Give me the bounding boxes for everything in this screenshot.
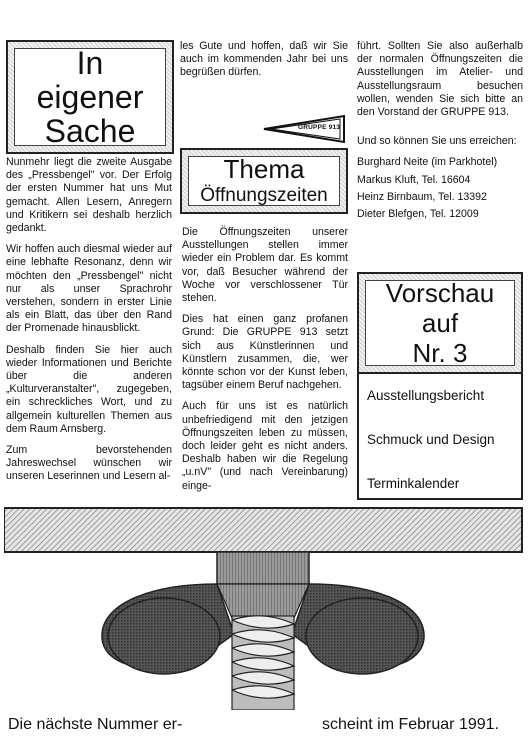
paragraph: Wir hoffen auch diesmal wieder auf eine lebhafte Resonanz, denn wir möchten den „Pressbengel" nicht nur als unser Sprachrohr verstehen, sondern in erster Linie als ein Blatt, das über den Rand der Promenade hinausblickt. (6, 243, 172, 335)
contact-list (357, 156, 523, 221)
vorschau-header (357, 272, 523, 374)
paragraph: Nunmehr liegt die zweite Ausgabe des „Pressbengel" vor. Der Erfolg der ersten Nummer hat uns Mut gemacht. Allen Lesern, Anregern und Kritikern sei deshalb herzlich gedankt. (6, 156, 172, 235)
thema-title: Thema (223, 154, 305, 184)
vorschau-item: Ausstellungsbericht (367, 388, 485, 403)
column-1-text (6, 156, 172, 492)
contact-item: Heinz Birnbaum, Tel. 13392 (357, 190, 487, 203)
column-2-text (182, 226, 348, 501)
paragraph: Zum bevorstehenden Jahreswechsel wünschen wir unseren Leserinnen und Lesern al- (6, 444, 172, 483)
paragraph: Dies hat einen ganz profanen Grund: Die GRUPPE 913 setzt sich aus Künstlerinnen und Künstlern zusammen, die, wer könnte schon vor der Kunst leben, tagsüber einem Beruf nachgehen. (182, 313, 348, 392)
contact-item: Dieter Blefgen, Tel. 12009 (357, 208, 479, 221)
thema-subtitle: Öffnungszeiten (200, 185, 328, 206)
headline-box-in-eigener-sache (6, 40, 174, 154)
contacts-intro: Und so können Sie uns erreichen: (357, 135, 517, 148)
vorschau-line-2: auf (421, 308, 459, 338)
contact-item: Burghard Neite (im Parkhotel) (357, 156, 498, 169)
column-2-top-text (180, 40, 348, 88)
vorschau-item: Terminkalender (367, 476, 460, 491)
vorschau-box (357, 272, 523, 500)
contact-item: Markus Kluft, Tel. 16604 (357, 173, 471, 186)
vorschau-line-1: Vorschau (385, 278, 495, 308)
logo-text: GRUPPE 913 (298, 124, 341, 131)
headline-line-2: eigener (36, 79, 144, 115)
paragraph: les Gute und hoffen, daß wir Sie auch im kommenden Jahr bei uns begrüßen dürfen. (180, 40, 348, 79)
paragraph: Die Öffnungszeiten unserer Ausstellungen stellen immer wieder ein Problem dar. Es kommt vor, daß Besucher während der Woche vor verschlossener Tür stehen. (182, 226, 348, 305)
headline-box-thema (180, 148, 348, 214)
press-screw-illustration (4, 506, 524, 710)
paragraph: Deshalb finden Sie hier auch wieder Informationen und Berichte über die anderen „Kulturveranstalter", zugegeben, ein schreckliches Wort, und zu allgemein kulturellen Themen aus dem Raum Arnsberg. (6, 343, 172, 435)
column-3-text (357, 40, 523, 221)
paragraph: führt. Sollten Sie also außerhalb der normalen Öffnungszeiten die Ausstellungen im Atelier- und Ausstellungsraum besuchen wollen, wenden Sie sich bitte an den Vorstand der GRUPPE 913. (357, 40, 523, 119)
footer-right: scheint im Februar 1991. (322, 716, 499, 733)
headline-line-1: In (76, 45, 104, 81)
vorschau-item: Schmuck und Design (367, 432, 495, 447)
gruppe-913-logo (262, 112, 346, 146)
footer-left: Die nächste Nummer er- (8, 716, 183, 733)
vorschau-line-3: Nr. 3 (412, 338, 468, 368)
paragraph: Auch für uns ist es natürlich unbefriedigend mit den jetzigen Öffnungszeiten leben zu müssen, doch leider geht es nicht anders. Deshalb haben wir die Regelung „u.nV" (und nach Vereinbarung) einge- (182, 400, 348, 492)
headline-line-3: Sache (44, 113, 136, 149)
